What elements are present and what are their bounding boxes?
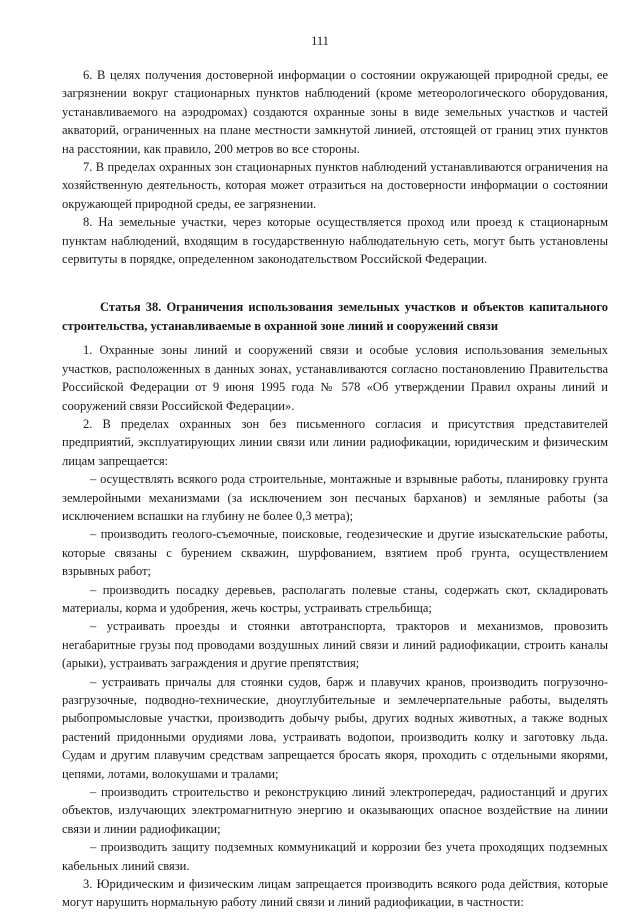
article-38-heading: Статья 38. Ограничения использования земельных участков и объектов капитального строительства, устанавливаемые в охранной зоне линий и сооружений связи (62, 300, 608, 333)
paragraph-article-2: 2. В пределах охранных зон без письменного согласия и присутствия представителей предприятий, эксплуатирующих линии связи или линии радиофикации, юридическим и физическим лицам запрещается: (62, 416, 608, 468)
paragraph-article-1: 1. Охранные зоны линий и сооружений связи и особые условия использования земельных участков, расположенных в данных зонах, устанавливаются согласно постановлению Правительства Российской Федерации от 9 июня 1995 года № 578 «Об утверждении Правил охраны линий и сооружений связи Российской Федерации». (62, 343, 608, 413)
page-number: 111 (311, 34, 329, 48)
list-item-planting: – производить посадку деревьев, располагать полевые станы, содержать скот, складировать материалы, корма и удобрения, жечь костры, устраивать стрельбища; (62, 582, 608, 615)
paragraph-7: 7. В пределах охранных зон стационарных пунктов наблюдений устанавливаются ограничения на хозяйственную деятельность, которая может отразиться на достоверности информации о состоянии окружающей природной среды, ее загрязнении. (62, 160, 608, 211)
list-item-survey: – производить геолого-съемочные, поисковые, геодезические и другие изыскательские работы, которые связаны с бурением скважин, шурфованием, взятием проб грунта, осуществлением взрывных работ; (62, 527, 608, 579)
paragraph-article-3: 3. Юридическим и физическим лицам запрещается производить всякого рода действия, которые могут нарушить нормальную работу линий связи и линий радиофикации, в частности: (62, 877, 608, 910)
list-item-corrosion: – производить защиту подземных коммуникаций и коррозии без учета проходящих подземных кабельных линий связи. (62, 840, 608, 873)
paragraph-8: 8. На земельные участки, через которые осуществляется проход или проезд к стационарным пунктам наблюдений, входящим в государственную наблюдательную сеть, могут быть установлены сервитуты в порядке, определенном законодательством Российской Федерации. (62, 215, 608, 267)
list-item-water: – устраивать причалы для стоянки судов, барж и плавучих кранов, производить погрузочно-разгрузочные, подводно-технические, дноуглубительные и землечерпательные работы, выделять рыбопромысловые участки, производить добычу рыбы, других водных животных, а также водных растений придонными орудиями лова, устраивать водопои, производить колку и заготовку льда. Судам и другим плавучим средствам запрещается бросать якоря, проходить с отдельными якорями, цепями, лотами, волокушами и тралами; (62, 674, 608, 781)
paragraph-6: 6. В целях получения достоверной информации о состоянии окружающей природной среды, ее загрязнении вокруг стационарных пунктов наблюдений (кроме метеорологического оборудования, устанавливаемого на аэродромах) создаются охранные зоны в виде земельных участков и частей акваторий, ограниченных на плане местности замкнутой линией, отстоящей от границ этих пунктов на расстоянии, как правило, 200 метров во все стороны. (62, 68, 608, 156)
document-body (62, 66, 608, 912)
list-item-construction: – осуществлять всякого рода строительные, монтажные и взрывные работы, планировку грунта землеройными механизмами (за исключением зон песчаных барханов) и земляные работы (за исключением вспашки на глубину не более 0,3 метра); (62, 472, 608, 523)
list-item-power-lines: – производить строительство и реконструкцию линий электропередач, радиостанций и других объектов, излучающих электромагнитную энергию и оказывающих опасное воздействие на линии связи и линии радиофикации; (62, 785, 608, 836)
list-item-vehicles: – устраивать проезды и стоянки автотранспорта, тракторов и механизмов, провозить негабаритные грузы под проводами воздушных линий связи и линий радиофикации, строить каналы (арыки), устраивать заграждения и другие препятствия; (62, 619, 608, 671)
